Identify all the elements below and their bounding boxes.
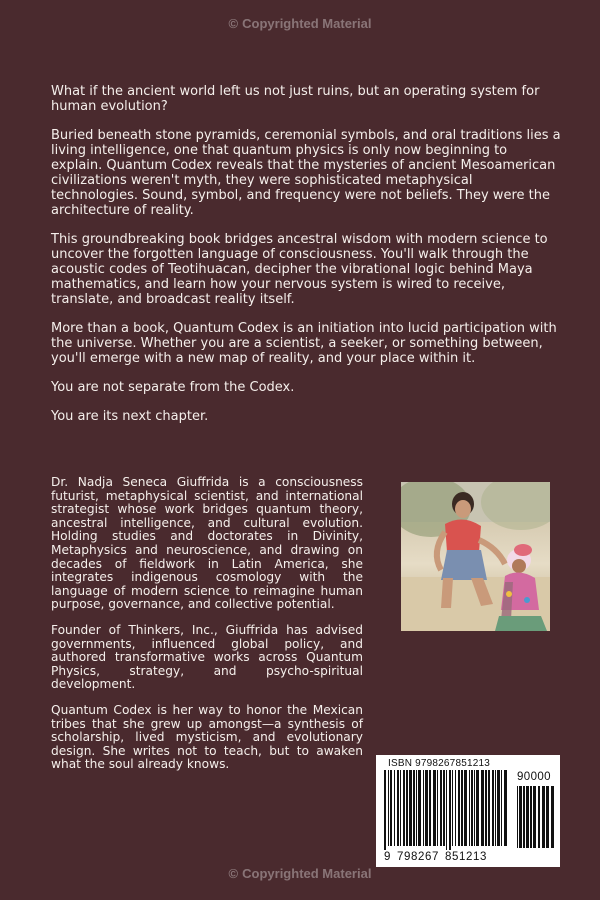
barcode-bar (397, 770, 399, 846)
barcode-bar (390, 770, 392, 846)
barcode-digit-group-1: 798267 (397, 851, 439, 863)
barcode-bar (403, 770, 405, 846)
barcode-digit-group-2: 851213 (444, 851, 487, 863)
barcode-bar (416, 770, 417, 846)
barcode-bar (492, 770, 494, 846)
bio-paragraph-1: Dr. Nadja Seneca Giuffrida is a consciousness futurist, metaphysical scientist, and international strategist whose work bridges quantum theory, ancestral intelligence, and cultural evolution. Holding studies and doctorates in Divinity, Metaphysics and neuroscience, and drawing on decades of fieldwork in Latin America, she integrates indigenous cosmology with the language of modern science to reimagine human purpose, governance, and collective potential. (51, 475, 363, 612)
price-code: 90000 (517, 771, 551, 783)
blurb-paragraph-6: You are its next chapter. (51, 409, 209, 424)
blurb-paragraph-3: This groundbreaking book bridges ancestral wisdom with modern science to uncover the forgotten language of consciousness. You'll walk through the acoustic codes of Teotihuacan, decipher the vibrational logic behind Maya mathematics, and learn how your nervous system is wired to receive, translate, and broadcast reality itself. (51, 232, 548, 307)
blurb-paragraph-1: What if the ancient world left us not just ruins, but an operating system for human evolution? (51, 84, 540, 114)
barcode-bar (443, 770, 445, 846)
barcode-bar (504, 770, 507, 846)
barcode-bar (433, 770, 436, 846)
watermark-top-text: Copyrighted Material (242, 16, 372, 31)
barcode-bar (546, 786, 549, 848)
barcode-bar (452, 770, 453, 846)
addon-barcode (517, 786, 555, 848)
barcode-bar (449, 770, 451, 850)
barcode-bar (409, 770, 412, 846)
blurb-paragraph-5: You are not separate from the Codex. (51, 380, 295, 395)
author-bio (51, 476, 363, 784)
barcode-bar (437, 770, 438, 846)
barcode-bar (497, 770, 500, 846)
barcode-bar (476, 770, 479, 846)
bio-paragraph-3: Quantum Codex is her way to honor the Mexican tribes that she grew up amongst—a synthesis of scholarship, lived mysticism, and evolutionary design. She writes not to teach, but to awaken what the soul already knows. (51, 702, 363, 772)
barcode-bar (455, 770, 456, 846)
barcode-bar (458, 770, 460, 846)
barcode-bar (551, 786, 554, 848)
barcode-bar (413, 770, 415, 846)
isbn-barcode-box (376, 755, 560, 867)
bio-paragraph-2: Founder of Thinkers, Inc., Giuffrida has advised governments, influenced global policy, and authored transformative works across Quantum Physics, strategy, and psycho-spiritual development. (51, 622, 363, 692)
author-photo-illustration (401, 482, 550, 631)
barcode-bar (384, 770, 386, 850)
barcode-bar (400, 770, 401, 846)
barcode-bar (471, 770, 473, 846)
barcode-bar (501, 770, 502, 846)
barcode-digit-lead: 9 (384, 851, 391, 863)
author-photo (401, 482, 550, 631)
barcode-bar (530, 786, 532, 848)
back-cover-blurb (51, 84, 561, 438)
watermark-bottom-text: Copyrighted Material (242, 866, 372, 881)
barcode-bar (446, 770, 447, 850)
barcode-bar (523, 786, 525, 848)
barcode-bar (469, 770, 470, 846)
barcode-bar (461, 770, 463, 846)
barcode-bar (429, 770, 431, 846)
copyright-icon: © (228, 866, 239, 881)
barcode-bar (423, 770, 424, 846)
barcode-digits (384, 851, 504, 863)
barcode-bar (474, 770, 475, 846)
barcode-bar (425, 770, 428, 846)
barcode-bar (488, 770, 490, 846)
barcode-bar (526, 786, 529, 848)
blurb-paragraph-2: Buried beneath stone pyramids, ceremonial symbols, and oral traditions lies a living intelligence, one that quantum physics is only now beginning to explain. Quantum Codex reveals that the mysteries of ancient Mesoamerican civilizations weren't myth, they were sophisticated metaphysical technologies. Sound, symbol, and frequency were not beliefs. They were the architecture of reality. (51, 128, 561, 218)
ean-barcode (384, 770, 510, 850)
barcode-bar (533, 786, 536, 848)
barcode-bar (388, 770, 389, 846)
watermark-top (0, 16, 600, 31)
copyright-icon: © (228, 16, 239, 31)
barcode-bar (481, 770, 484, 846)
barcode-bar (418, 770, 421, 846)
barcode-bar (440, 770, 442, 846)
barcode-bar (517, 786, 518, 848)
barcode-bar (542, 786, 545, 848)
blurb-paragraph-4: More than a book, Quantum Codex is an initiation into lucid participation with the universe. Whether you are a scientist, a seeker, or something between, you'll emerge with a new map of reality, and your place within it. (51, 321, 557, 366)
barcode-bar (485, 770, 487, 846)
barcode-bar (406, 770, 408, 846)
barcode-bar (394, 770, 395, 846)
watermark-bottom (0, 866, 600, 881)
isbn-label: ISBN 9798267851213 (388, 758, 491, 769)
barcode-bar (519, 786, 522, 848)
barcode-bar (538, 786, 540, 848)
barcode-bar (464, 770, 467, 846)
barcode-bar (495, 770, 496, 846)
